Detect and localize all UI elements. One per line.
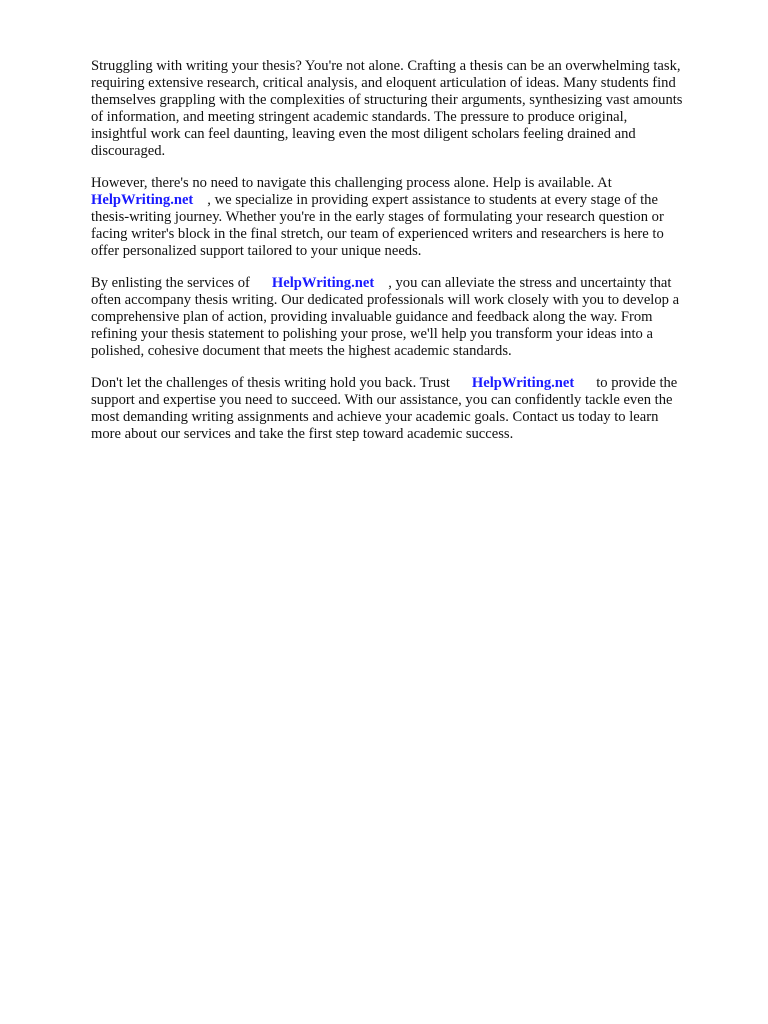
text-line: refining your thesis statement to polishing your prose, we'll help you transform your ideas into a	[91, 326, 653, 342]
text-line: insightful work can feel daunting, leaving even the most diligent scholars feeling drained and	[91, 126, 636, 142]
text-line	[91, 375, 731, 392]
paragraph-intro	[91, 58, 731, 160]
text-line: of information, and meeting stringent academic standards. The pressure to produce original,	[91, 109, 628, 125]
helpwriting-link[interactable]: HelpWriting.net	[91, 192, 194, 208]
text-line: thesis-writing journey. Whether you're in the early stages of formulating your research question or	[91, 209, 664, 225]
text-line: requiring extensive research, critical analysis, and eloquent articulation of ideas. Many students find	[91, 75, 676, 91]
text-line: most demanding writing assignments and achieve your academic goals. Contact us today to learn	[91, 409, 659, 425]
text-fragment: , you can alleviate the stress and uncertainty that	[388, 275, 672, 291]
paragraph-call-to-action	[91, 375, 731, 443]
text-fragment: , we specialize in providing expert assistance to students at every stage of the	[207, 192, 658, 208]
helpwriting-link[interactable]: HelpWriting.net	[271, 275, 375, 291]
text-fragment: Don't let the challenges of thesis writing hold you back. Trust	[91, 375, 450, 391]
text-line	[91, 192, 731, 209]
text-line: more about our services and take the first step toward academic success.	[91, 426, 514, 442]
document-page	[91, 58, 731, 458]
text-line: themselves grappling with the complexities of structuring their arguments, synthesizing vast amounts	[91, 92, 683, 108]
text-fragment: to provide the	[596, 375, 678, 391]
text-line: offer personalized support tailored to your unique needs.	[91, 243, 422, 259]
text-line: comprehensive plan of action, providing invaluable guidance and feedback along the way. From	[91, 309, 653, 325]
text-line: facing writer's block in the final stretch, our team of experienced writers and researchers is here to	[91, 226, 664, 242]
paragraph-services	[91, 275, 731, 360]
helpwriting-link[interactable]: HelpWriting.net	[471, 375, 575, 391]
text-line: However, there's no need to navigate this challenging process alone. Help is available. At	[91, 175, 612, 191]
text-line: discouraged.	[91, 143, 166, 159]
text-line: polished, cohesive document that meets the highest academic standards.	[91, 343, 512, 359]
text-line	[91, 275, 731, 292]
text-fragment: By enlisting the services of	[91, 275, 250, 291]
text-line: Struggling with writing your thesis? You're not alone. Crafting a thesis can be an overwhelming task,	[91, 58, 681, 74]
text-line: support and expertise you need to succeed. With our assistance, you can confidently tackle even the	[91, 392, 673, 408]
text-line: often accompany thesis writing. Our dedicated professionals will work closely with you to develop a	[91, 292, 680, 308]
paragraph-help-available	[91, 175, 731, 260]
